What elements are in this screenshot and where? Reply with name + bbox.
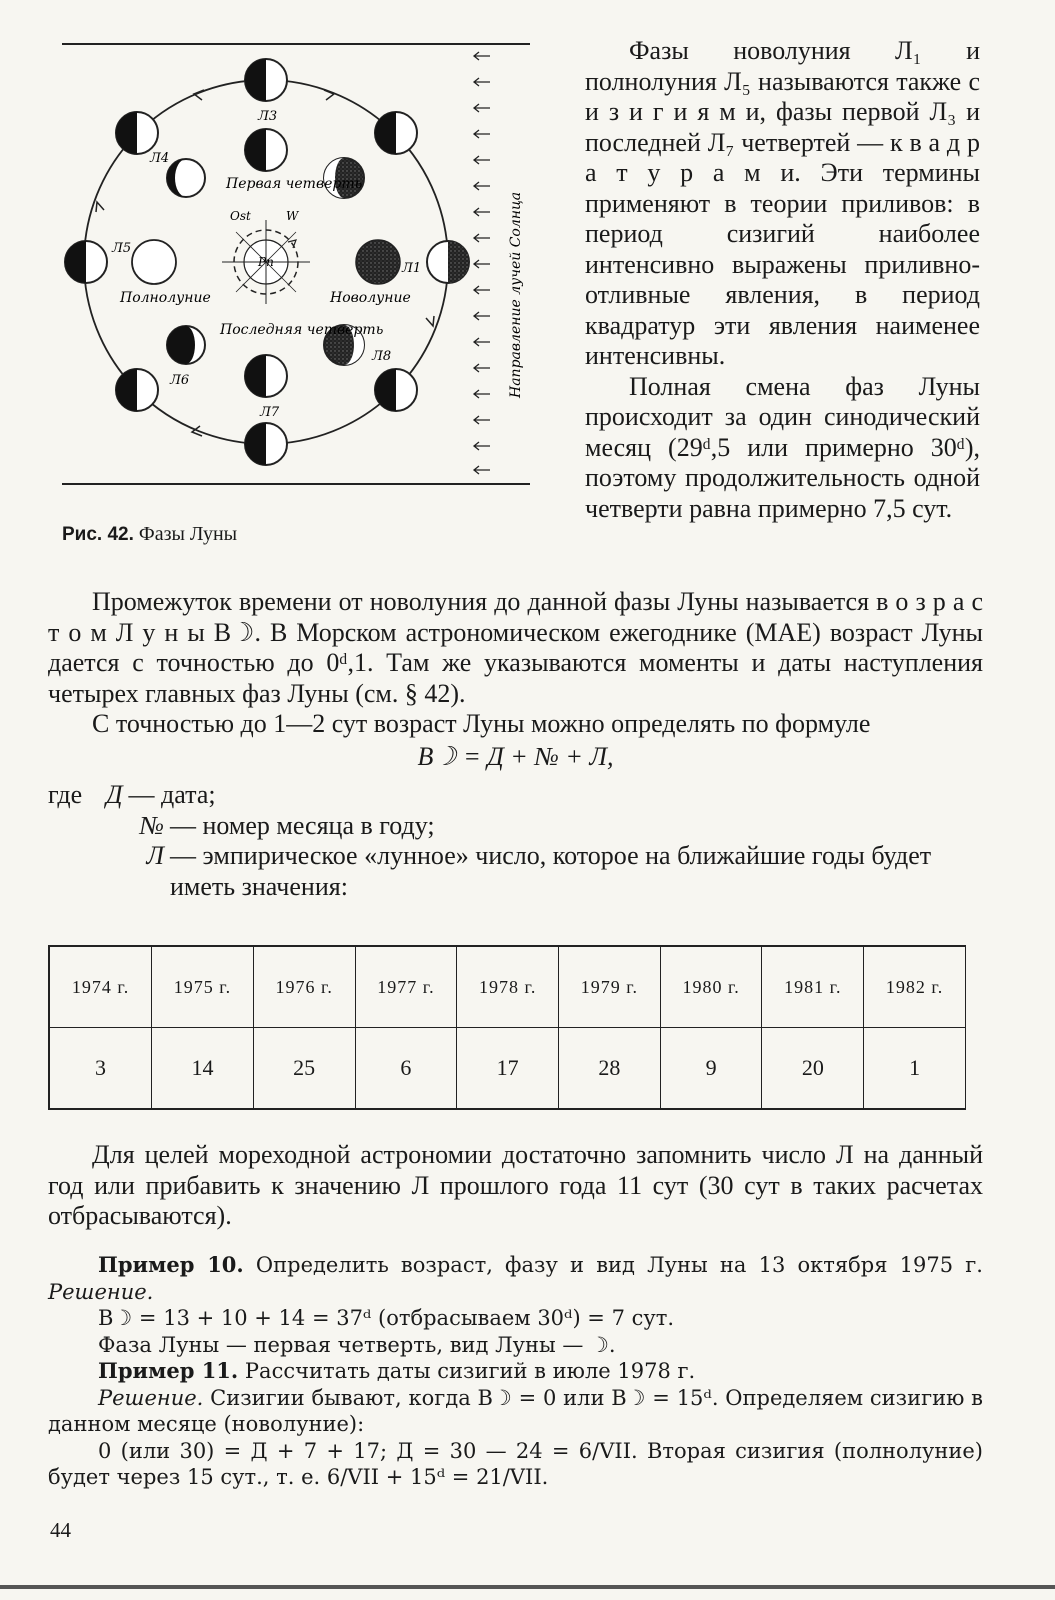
- label-sun-rays: Направление лучей Солнца: [508, 191, 524, 398]
- moon-outer-bottom-right: [375, 369, 417, 411]
- examples-block: [48, 1252, 983, 1491]
- example-10-calc: B☽ = 13 + 10 + 14 = 37ᵈ (отбрасываем 30ᵈ) = 7 сут.: [98, 1306, 675, 1330]
- paragraph-lunar-number: Для целей мореходной астрономии достаточно запомнить число Л на данный год или прибавить к значению Л прошлого года 11 сут (30 сут в таких расчетах отбрасываются).: [48, 1140, 983, 1230]
- definition-text: — эмпирическое «лунное» число, которое на ближайшие годы будет иметь значения:: [170, 841, 932, 901]
- moon-inner-new: [356, 240, 400, 284]
- figure-caption: [62, 523, 237, 546]
- ost-label: Ost: [230, 209, 251, 223]
- paragraph-syzygy: Фазы новолуния Л₁ и полнолуния Л₅ называются также с и з и г и я м и, фазы первой Л₃ и последней Л₇ четвертей — к в а д р а т у р а м и. Эти термины применяют в теории приливов: в период сизигий наиболее интенсивно выражены приливно-отливные явления, в период квадратур эти явления наименее интенсивны.: [585, 36, 980, 370]
- definition-symbol: №: [139, 810, 164, 840]
- moon-outer-top-right: [375, 112, 417, 154]
- table-cell: 28: [559, 1028, 661, 1110]
- label-l4: Л4: [150, 151, 170, 166]
- caption-text: Фазы Луны: [138, 523, 238, 545]
- example-11-solution-text: Сизигии бывают, когда B☽ = 0 или B☽ = 15ᵈ. Определяем сизигию в данном месяце (новолуние):: [48, 1385, 983, 1436]
- table-header-row: [49, 946, 966, 1028]
- moon-outer-bottom-left: [116, 369, 158, 411]
- definition-text: — номер месяца в году;: [170, 810, 435, 840]
- table-header-cell: 1974 г.: [49, 946, 152, 1028]
- formula-definitions: [48, 780, 983, 902]
- table-header-cell: 1977 г.: [355, 946, 457, 1028]
- table-cell: 17: [457, 1028, 559, 1110]
- page-bottom-divider: [0, 1585, 1055, 1589]
- example-11-label: Пример 11.: [98, 1358, 239, 1383]
- example-10-phase: Фаза Луны — первая четверть, вид Луны — ☽.: [98, 1332, 616, 1357]
- w-label: W: [286, 209, 299, 223]
- label-l7: Л7: [260, 405, 280, 420]
- example-10-heading: [48, 1252, 983, 1305]
- example-11-solution: [48, 1385, 983, 1438]
- right-column-text: [585, 36, 980, 524]
- table-cell: 6: [355, 1028, 457, 1110]
- table-header-cell: 1981 г.: [762, 946, 864, 1028]
- page-number: 44: [50, 1518, 71, 1542]
- moon-age-formula: B☽ = Д + № + Л,: [417, 741, 614, 771]
- table-cell: 9: [660, 1028, 762, 1110]
- example-11-solution-label: Решение.: [98, 1385, 204, 1410]
- moon-inner-first-quarter: [245, 129, 287, 171]
- example-10-text: Определить возраст, фазу и вид Луны на 13 октября 1975 г.: [255, 1253, 983, 1277]
- label-l6: Л6: [170, 373, 190, 388]
- label-l5: Л5: [112, 241, 132, 256]
- definition-text: — дата;: [128, 780, 216, 809]
- sun-ray-arrows: [474, 52, 490, 474]
- example-10-label: Пример 10.: [98, 1252, 244, 1277]
- label-last-quarter: Последняя четверть: [220, 322, 384, 338]
- moon-phases-figure: [62, 38, 542, 498]
- label-l3: Л3: [258, 109, 278, 124]
- label-new-moon: Новолуние: [330, 290, 411, 306]
- definition-row: [48, 780, 983, 811]
- moon-inner-full: [132, 240, 176, 284]
- main-text: [48, 587, 983, 902]
- paragraph-formula-intro: С точностью до 1—2 сут возраст Луны можно определять по формуле: [92, 709, 871, 738]
- after-table-text: [48, 1140, 983, 1232]
- moon-inner-waxing-gibbous: [167, 159, 205, 197]
- definition-row: [48, 811, 983, 842]
- table-header-cell: 1980 г.: [660, 946, 762, 1028]
- table-header-cell: 1979 г.: [559, 946, 661, 1028]
- moon-inner-waning-gibbous: [167, 326, 205, 364]
- label-first-quarter: Первая четверть: [226, 176, 363, 192]
- table-cell: 14: [152, 1028, 254, 1110]
- table-header-cell: 1978 г.: [457, 946, 559, 1028]
- table-cell: 3: [49, 1028, 152, 1110]
- caption-number: Рис. 42.: [62, 524, 134, 545]
- paragraph-synodic-month: Полная смена фаз Луны происходит за один синодический месяц (29ᵈ,5 или примерно 30ᵈ), поэтому продолжительность одной четверти равна примерно 7,5 сут.: [585, 371, 980, 523]
- example-11-text: Рассчитать даты сизигий в июле 1978 г.: [244, 1359, 696, 1383]
- label-l1: Л1: [402, 261, 422, 276]
- label-l8: Л8: [372, 349, 392, 364]
- table-cell: 1: [864, 1028, 966, 1110]
- moon-outer-top-left: [116, 112, 158, 154]
- table-header-cell: 1976 г.: [253, 946, 355, 1028]
- table-cell: 25: [253, 1028, 355, 1110]
- table-header-cell: 1975 г.: [152, 946, 254, 1028]
- moon-outer-left: [65, 241, 107, 283]
- moon-outer-right: [427, 241, 469, 283]
- table-row: [49, 1028, 966, 1110]
- paragraph-moon-age: Промежуток времени от новолуния до данной фазы Луны называется в о з р а с т о м Л у н ы B☽. В Морском астрономическом ежегоднике (МАЕ) возраст Луны дается с точностью до 0ᵈ,1. Там же указываются моменты и даты наступления четырех главных фаз Луны (см. § 42).: [48, 587, 983, 708]
- pn-label: Pn: [258, 255, 274, 269]
- example-11-calc: 0 (или 30) = Д + 7 + 17; Д = 30 — 24 = 6/VII. Вторая сизигия (полнолуние) будет через 15 сут., т. е. 6/VII + 15ᵈ = 21/VII.: [48, 1438, 983, 1489]
- definition-symbol: Л: [146, 841, 164, 870]
- moon-inner-last-quarter: [245, 355, 287, 397]
- table-cell: 20: [762, 1028, 864, 1110]
- example-10-solution-label: Решение.: [48, 1279, 154, 1304]
- moon-outer-bottom: [245, 423, 287, 465]
- definition-row: [48, 841, 983, 902]
- moon-outer-top: [245, 59, 287, 101]
- definition-intro: где: [48, 780, 83, 809]
- label-full-moon: Полнолуние: [120, 290, 211, 306]
- example-11-heading: [48, 1358, 983, 1385]
- definition-symbol: Д: [106, 780, 123, 809]
- lunar-number-table: [48, 945, 966, 1110]
- table-header-cell: 1982 г.: [864, 946, 966, 1028]
